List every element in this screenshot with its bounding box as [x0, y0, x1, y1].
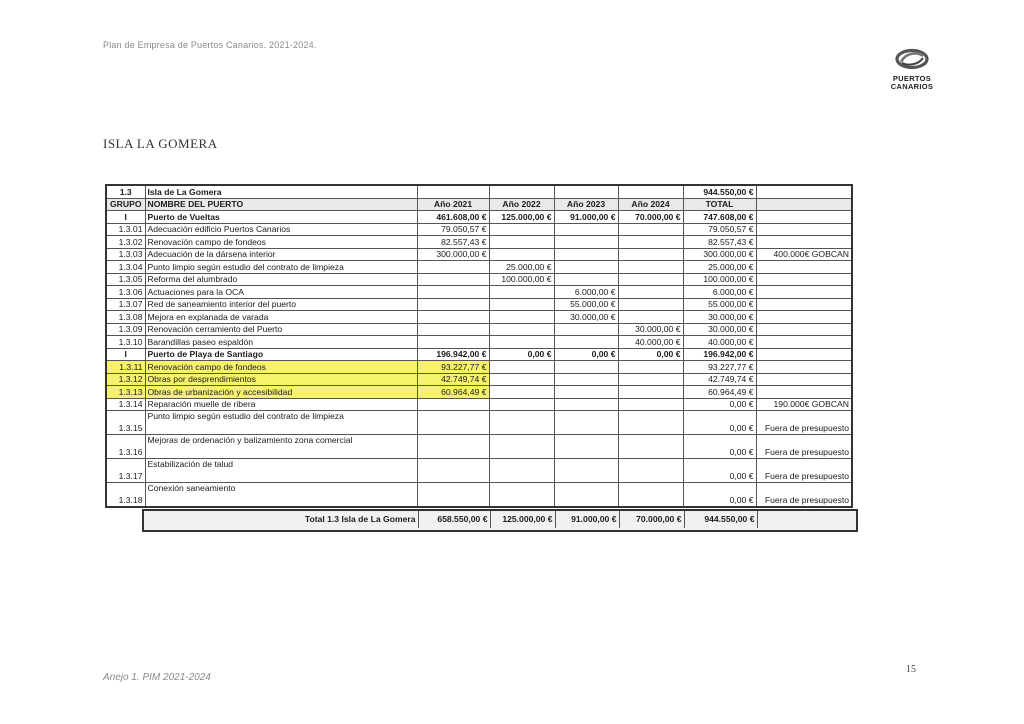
row-total: 93.227,77 € — [683, 361, 756, 374]
row-2024 — [618, 483, 683, 508]
row-2023 — [554, 411, 618, 435]
row-2022: 25.000,00 € — [489, 261, 554, 274]
row-total: 30.000,00 € — [683, 311, 756, 324]
row-note — [756, 286, 852, 299]
row-2021: 196.942,00 € — [417, 348, 489, 361]
row-2021: 60.964,49 € — [417, 386, 489, 399]
row-name: Reforma del alumbrado — [145, 273, 417, 286]
total-2023: 91.000,00 € — [555, 511, 619, 528]
section-title: ISLA LA GOMERA — [103, 136, 218, 151]
row-2024 — [618, 386, 683, 399]
row-code: 1.3.13 — [106, 386, 145, 399]
row-2023 — [554, 336, 618, 349]
row-code: 1.3.05 — [106, 273, 145, 286]
row-code: 1.3.06 — [106, 286, 145, 299]
row-2024 — [618, 459, 683, 483]
logo-text-line1: PUERTOS — [892, 74, 932, 83]
row-total: 0,00 € — [683, 411, 756, 435]
row-2024 — [618, 373, 683, 386]
row-2021 — [417, 398, 489, 411]
document-header-title: Plan de Empresa de Puertos Canarios. 2021-2024. — [103, 40, 317, 50]
row-note: Fuera de presupuesto — [756, 411, 852, 435]
row-note: 400.000€ GOBCAN — [756, 248, 852, 261]
total-sum: 944.550,00 € — [684, 511, 757, 528]
row-note — [756, 336, 852, 349]
row-2022 — [489, 236, 554, 249]
row-code: 1.3.16 — [106, 435, 145, 459]
row-2024: 40.000,00 € — [618, 336, 683, 349]
row-note: 190.000€ GOBCAN — [756, 398, 852, 411]
row-note: Fuera de presupuesto — [756, 435, 852, 459]
table-row — [106, 483, 852, 508]
row-2021 — [417, 323, 489, 336]
row-2023 — [554, 373, 618, 386]
row-note — [756, 311, 852, 324]
total-2024: 70.000,00 € — [619, 511, 684, 528]
row-total: 0,00 € — [683, 435, 756, 459]
port-subtotal-row — [106, 211, 852, 224]
row-2021 — [417, 411, 489, 435]
row-note — [756, 386, 852, 399]
row-name: Puerto de Playa de Santiago — [145, 348, 417, 361]
row-note — [756, 223, 852, 236]
row-name: Puerto de Vueltas — [145, 211, 417, 224]
row-total: 747.608,00 € — [683, 211, 756, 224]
row-name: Mejora en explanada de varada — [145, 311, 417, 324]
row-code: 1.3.07 — [106, 298, 145, 311]
row-total: 0,00 € — [683, 483, 756, 508]
row-name: Obras de urbanización y accesibilidad — [145, 386, 417, 399]
row-2024: 0,00 € — [618, 348, 683, 361]
row-name: Red de saneamiento interior del puerto — [145, 298, 417, 311]
row-2022: 125.000,00 € — [489, 211, 554, 224]
table-row — [106, 411, 852, 435]
row-2023: 55.000,00 € — [554, 298, 618, 311]
row-2023 — [554, 323, 618, 336]
table-row — [106, 373, 852, 386]
total-2022: 125.000,00 € — [490, 511, 555, 528]
row-2021 — [417, 435, 489, 459]
col-2021: Año 2021 — [417, 198, 489, 211]
row-2024 — [618, 236, 683, 249]
row-2022 — [489, 361, 554, 374]
table-row — [106, 336, 852, 349]
row-2021 — [417, 311, 489, 324]
row-2023 — [554, 398, 618, 411]
row-total: 82.557,43 € — [683, 236, 756, 249]
row-2021 — [417, 298, 489, 311]
row-2021 — [417, 336, 489, 349]
table-row — [106, 223, 852, 236]
row-code: 1.3.11 — [106, 361, 145, 374]
empty-cell — [757, 511, 854, 528]
row-2021: 461.608,00 € — [417, 211, 489, 224]
row-name: Adecuación edificio Puertos Canarios — [145, 223, 417, 236]
row-2021: 300.000,00 € — [417, 248, 489, 261]
row-total: 100.000,00 € — [683, 273, 756, 286]
row-name: Adecuación de la dársena interior — [145, 248, 417, 261]
table-row — [106, 435, 852, 459]
row-total: 0,00 € — [683, 459, 756, 483]
table-row — [106, 398, 852, 411]
total-label: Total 1.3 Isla de La Gomera — [304, 514, 416, 524]
row-2021 — [417, 483, 489, 508]
page-number: 15 — [906, 664, 916, 675]
table-row — [106, 311, 852, 324]
col-nombre: NOMBRE DEL PUERTO — [145, 198, 417, 211]
row-2023 — [554, 435, 618, 459]
row-total: 30.000,00 € — [683, 323, 756, 336]
table-row — [106, 286, 852, 299]
row-2024 — [618, 223, 683, 236]
row-2023: 91.000,00 € — [554, 211, 618, 224]
row-2022 — [489, 386, 554, 399]
row-name: Punto limpio según estudio del contrato de limpieza — [145, 411, 417, 435]
col-2024: Año 2024 — [618, 198, 683, 211]
row-code: I — [106, 211, 145, 224]
row-2021: 42.749,74 € — [417, 373, 489, 386]
col-grupo: GRUPO — [106, 198, 145, 211]
row-note — [756, 348, 852, 361]
row-name: Conexión saneamiento — [145, 483, 417, 508]
row-2022: 100.000,00 € — [489, 273, 554, 286]
row-2021 — [417, 261, 489, 274]
row-name: Reparación muelle de ribera — [145, 398, 417, 411]
row-2022 — [489, 459, 554, 483]
empty-cell — [417, 185, 489, 198]
row-name: Barandillas paseo espaldón — [145, 336, 417, 349]
row-total: 40.000,00 € — [683, 336, 756, 349]
col-2022: Año 2022 — [489, 198, 554, 211]
row-2024 — [618, 273, 683, 286]
row-note — [756, 323, 852, 336]
logo-text-line2: CANARIOS — [890, 82, 934, 91]
row-code: 1.3.02 — [106, 236, 145, 249]
row-note: Fuera de presupuesto — [756, 483, 852, 508]
row-2023 — [554, 386, 618, 399]
row-note — [756, 273, 852, 286]
table-row — [106, 459, 852, 483]
row-code: 1.3.04 — [106, 261, 145, 274]
row-2022 — [489, 286, 554, 299]
row-total: 196.942,00 € — [683, 348, 756, 361]
row-2024 — [618, 286, 683, 299]
row-2023 — [554, 273, 618, 286]
row-total: 79.050,57 € — [683, 223, 756, 236]
row-code: 1.3.08 — [106, 311, 145, 324]
row-name: Renovación campo de fondeos — [145, 361, 417, 374]
row-2023: 6.000,00 € — [554, 286, 618, 299]
island-name: Isla de La Gomera — [145, 185, 417, 198]
row-name: Actuaciones para la OCA — [145, 286, 417, 299]
row-total: 55.000,00 € — [683, 298, 756, 311]
row-2023: 0,00 € — [554, 348, 618, 361]
col-2023: Año 2023 — [554, 198, 618, 211]
row-2022 — [489, 435, 554, 459]
row-2021: 93.227,77 € — [417, 361, 489, 374]
row-note — [756, 236, 852, 249]
row-2021: 79.050,57 € — [417, 223, 489, 236]
row-2023 — [554, 248, 618, 261]
table-top-row — [106, 185, 852, 198]
row-name: Estabilización de talud — [145, 459, 417, 483]
row-total: 0,00 € — [683, 398, 756, 411]
row-code: 1.3.12 — [106, 373, 145, 386]
port-subtotal-row — [106, 348, 852, 361]
row-total: 60.964,49 € — [683, 386, 756, 399]
row-2021 — [417, 459, 489, 483]
row-code: 1.3.10 — [106, 336, 145, 349]
row-note — [756, 361, 852, 374]
logo-mark-icon — [894, 48, 930, 70]
row-code: 1.3.15 — [106, 411, 145, 435]
island-code: 1.3 — [106, 185, 145, 198]
row-code: 1.3.01 — [106, 223, 145, 236]
row-2021 — [417, 286, 489, 299]
row-2022 — [489, 483, 554, 508]
row-2023 — [554, 236, 618, 249]
table-row — [106, 273, 852, 286]
row-note — [756, 298, 852, 311]
row-2023 — [554, 483, 618, 508]
table-row — [106, 261, 852, 274]
row-2024 — [618, 261, 683, 274]
table-row — [106, 248, 852, 261]
row-2022 — [489, 411, 554, 435]
row-2024 — [618, 398, 683, 411]
row-note: Fuera de presupuesto — [756, 459, 852, 483]
row-name: Renovación cerramiento del Puerto — [145, 323, 417, 336]
empty-cell — [618, 185, 683, 198]
row-note — [756, 211, 852, 224]
row-name: Mejoras de ordenación y balizamiento zona comercial — [145, 435, 417, 459]
row-2022: 0,00 € — [489, 348, 554, 361]
row-code: 1.3.17 — [106, 459, 145, 483]
table-header-row — [106, 198, 852, 211]
row-name: Punto limpio según estudio del contrato de limpieza — [145, 261, 417, 274]
row-2023 — [554, 459, 618, 483]
row-2022 — [489, 336, 554, 349]
row-2024: 70.000,00 € — [618, 211, 683, 224]
row-2022 — [489, 223, 554, 236]
row-2022 — [489, 373, 554, 386]
island-total: 944.550,00 € — [683, 185, 756, 198]
row-2022 — [489, 311, 554, 324]
empty-cell — [756, 198, 852, 211]
table-row — [106, 236, 852, 249]
row-total: 25.000,00 € — [683, 261, 756, 274]
row-code: 1.3.03 — [106, 248, 145, 261]
row-2024 — [618, 435, 683, 459]
row-code: 1.3.14 — [106, 398, 145, 411]
row-2023 — [554, 223, 618, 236]
row-2021 — [417, 273, 489, 286]
row-2021: 82.557,43 € — [417, 236, 489, 249]
row-total: 42.749,74 € — [683, 373, 756, 386]
total-2021: 658.550,00 € — [418, 511, 490, 528]
row-2024 — [618, 411, 683, 435]
row-note — [756, 261, 852, 274]
empty-cell — [554, 185, 618, 198]
footer-annex-label: Anejo 1. PIM 2021-2024 — [103, 672, 211, 683]
table-row — [106, 386, 852, 399]
row-2024 — [618, 361, 683, 374]
col-total: TOTAL — [683, 198, 756, 211]
row-2024 — [618, 298, 683, 311]
row-code: 1.3.09 — [106, 323, 145, 336]
row-2023 — [554, 361, 618, 374]
puertos-canarios-logo — [882, 48, 942, 91]
row-total: 6.000,00 € — [683, 286, 756, 299]
row-2024 — [618, 311, 683, 324]
row-name: Renovación campo de fondeos — [145, 236, 417, 249]
row-note — [756, 373, 852, 386]
row-name: Obras por desprendimientos — [145, 373, 417, 386]
row-code: 1.3.18 — [106, 483, 145, 508]
empty-cell — [756, 185, 852, 198]
row-2022 — [489, 248, 554, 261]
row-2022 — [489, 398, 554, 411]
row-2022 — [489, 323, 554, 336]
budget-table — [105, 184, 853, 508]
row-2024: 30.000,00 € — [618, 323, 683, 336]
empty-cell — [489, 185, 554, 198]
table-row — [106, 298, 852, 311]
row-2024 — [618, 248, 683, 261]
row-code: I — [106, 348, 145, 361]
table-row — [106, 323, 852, 336]
row-2023: 30.000,00 € — [554, 311, 618, 324]
row-2022 — [489, 298, 554, 311]
table-row — [106, 361, 852, 374]
total-row — [144, 511, 854, 528]
row-total: 300.000,00 € — [683, 248, 756, 261]
row-2023 — [554, 261, 618, 274]
